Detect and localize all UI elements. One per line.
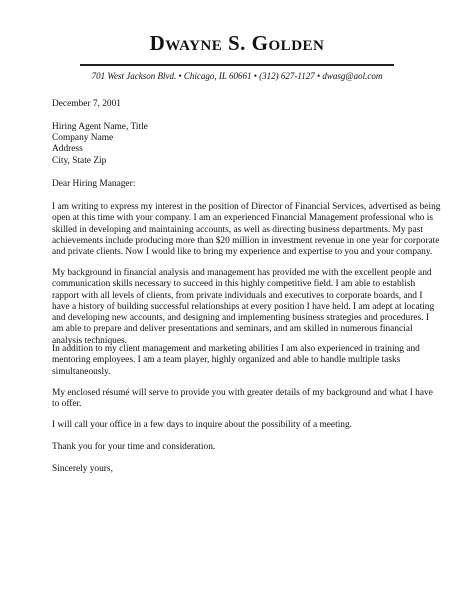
body-paragraph: I will call your office in a few days to inquire about the possibility of a meeting.	[52, 420, 353, 430]
body-paragraph: In addition to my client management and marketing abilities I am also experienced in training and mentoring employees. I am a team player, highly organized and able to handle multiple tasks simultaneously.	[52, 344, 420, 377]
closing: Sincerely yours,	[52, 464, 113, 474]
recipient-line: Address	[52, 144, 83, 155]
letter-date: December 7, 2001	[52, 99, 121, 109]
body-paragraph: My background in financial analysis and management has provided me with the excellent people and communication skills necessary to succeed in this highly competitive field. I am able to establish rapport with all levels of clients, from private individuals and executives to corporate boards, and I have a history of building successful relationships at every position I have held. I am adept at locating and developing new accounts, and designing and implementing business strategies and procedures. I am able to prepare and deliver presentations and seminars, and am skilled in numerous financial analysis techniques.	[52, 268, 435, 346]
salutation: Dear Hiring Manager:	[52, 179, 136, 189]
recipient-line: Hiring Agent Name, Title	[52, 122, 148, 132]
body-paragraph: My enclosed résumé will serve to provide you with greater details of my background and what I have to offer.	[52, 388, 433, 410]
body-paragraph: Thank you for your time and consideration.	[52, 442, 216, 452]
body-paragraph: I am writing to express my interest in the position of Director of Financial Services, advertised as being open at this time with your company. I am an experienced Financial Management professional who is skilled in developing and maintaining accounts, as well as directing business departments. My past achievements include producing more than $20 million in investment revenue in one year for corporate and private clients. Now I would like to bring my experience and expertise to you and your company.	[52, 202, 441, 258]
letterhead-name	[0, 30, 474, 56]
recipient-line: City, State Zip	[52, 155, 107, 166]
letterhead-divider	[80, 64, 394, 66]
recipient-address	[52, 122, 148, 167]
letterhead-name-text: Dwayne S. Golden	[149, 31, 325, 55]
recipient-line: Company Name	[52, 133, 114, 144]
letterhead-contact: 701 West Jackson Blvd. • Chicago, IL 60661 • (312) 627-1127 • dwasg@aol.com	[91, 71, 383, 81]
